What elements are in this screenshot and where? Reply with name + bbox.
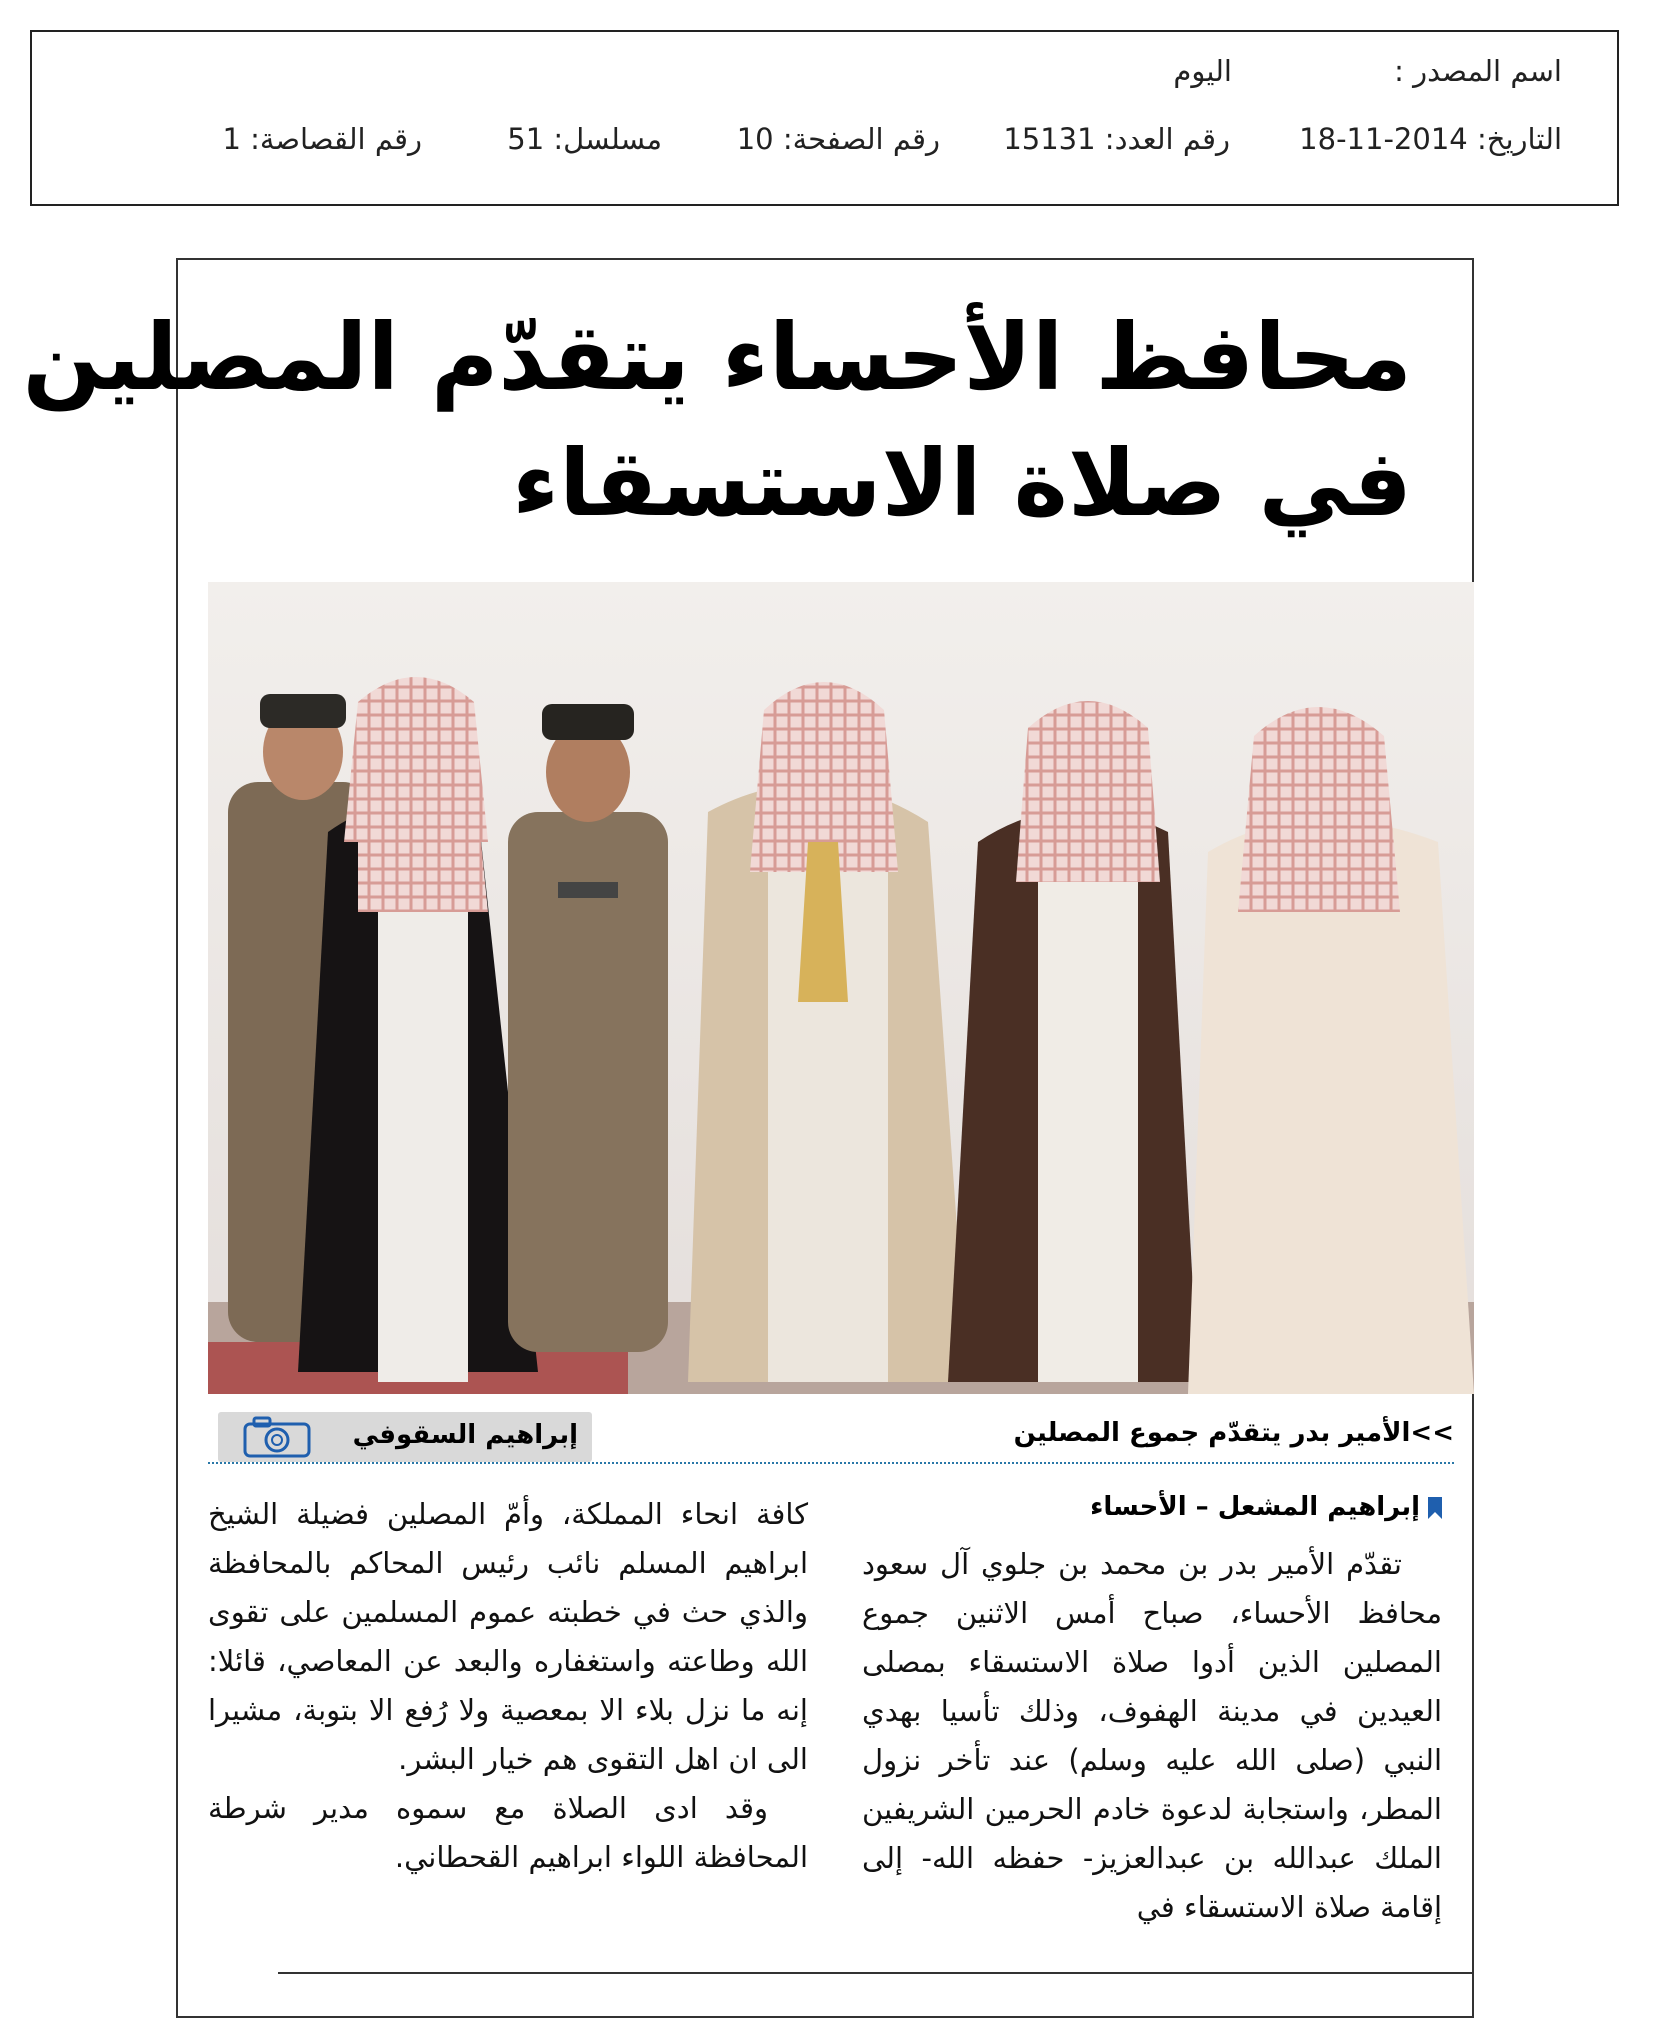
- caption-arrows: >>: [1410, 1418, 1454, 1448]
- body-paragraph-2: كافة انحاء المملكة، وأمّ المصلين فضيلة الشيخ ابراهيم المسلم نائب رئيس المحاكم بالمحافظة والذي حث في خطبته عموم المسلمين على تقوى الله وطاعته واستغفاره والبعد عن المعاصي، قائلا: إنه ما نزل بلاء الا بمعصية ولا رُفع الا بتوبة، مشيرا الى ان اهل التقوى هم خيار البشر.: [208, 1497, 808, 1776]
- clipping-metadata-box: [30, 30, 1619, 206]
- bookmark-icon: [1428, 1497, 1442, 1519]
- photo-illustration: [208, 582, 1474, 1394]
- source-label: اسم المصدر :: [1394, 54, 1562, 88]
- photo-credit-box: [218, 1412, 592, 1462]
- photo-credit-name: إبراهيم السقوفي: [352, 1420, 578, 1450]
- clip-field: رقم القصاصة: 1: [222, 122, 422, 156]
- article-byline: [1090, 1492, 1442, 1522]
- camera-icon: [242, 1416, 312, 1458]
- serial-field: مسلسل: 51: [507, 122, 662, 156]
- body-paragraph-3: وقد ادى الصلاة مع سموه مدير شرطة المحافظة اللواء ابراهيم القحطاني.: [208, 1791, 808, 1874]
- bottom-rule: [278, 1972, 1472, 1974]
- source-value: اليوم: [1173, 54, 1232, 88]
- page-field: رقم الصفحة: 10: [736, 122, 940, 156]
- headline-line-2: في صلاة الاستسقاء: [512, 430, 1412, 537]
- body-paragraph-1: تقدّم الأمير بدر بن محمد بن جلوي آل سعود محافظ الأحساء، صباح أمس الاثنين جموع المصلين الذين أدوا صلاة الاستسقاء بمصلى العيدين في مدينة الهفوف، وذلك تأسيا بهدي النبي (صلى الله عليه وسلم) عند تأخر نزول المطر، واستجابة لدعوة خادم الحرمين الشريفين الملك عبدالله بن عبدالعزيز- حفظه الله- إلى إقامة صلاة الاستسقاء في: [862, 1547, 1442, 1924]
- article-column-left: [208, 1490, 808, 1882]
- photo-caption-bar: [208, 1410, 1454, 1464]
- photo-caption: [1014, 1418, 1454, 1448]
- issue-field: رقم العدد: 15131: [1003, 122, 1230, 156]
- source-row: [1062, 54, 1562, 94]
- details-row: [87, 122, 1562, 162]
- caption-text: الأمير بدر يتقدّم جموع المصلين: [1013, 1418, 1411, 1448]
- article-column-right: [862, 1540, 1442, 1932]
- date-field: التاريخ: 2014-11-18: [1299, 122, 1562, 156]
- article-clipping: [22, 258, 1474, 2018]
- headline-line-1: محافظ الأحساء يتقدّم المصلين: [22, 304, 1412, 411]
- byline-text: إبراهيم المشعل – الأحساء: [1090, 1492, 1420, 1522]
- article-photo: [208, 582, 1474, 1394]
